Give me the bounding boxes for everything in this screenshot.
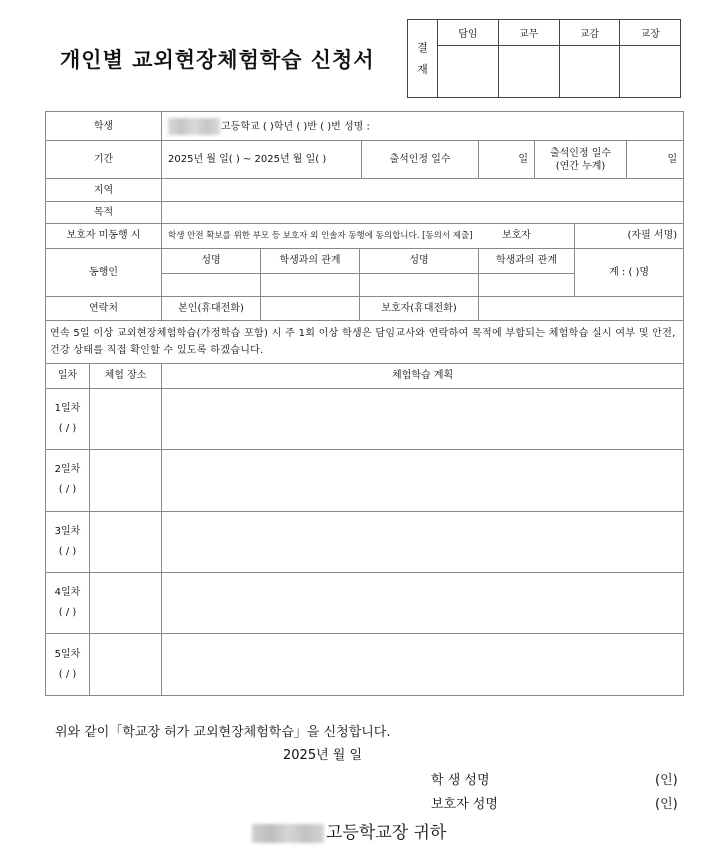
approval-role-vice-principal: 교감 — [559, 20, 620, 46]
guardian-absent-label: 보호자 미동행 시 — [46, 223, 162, 248]
companion-total[interactable]: 계 : ( )명 — [575, 248, 684, 296]
day-place-field[interactable] — [90, 573, 162, 634]
attendance-days-label: 출석인정 일수 — [362, 141, 479, 179]
guardian-consent-statement: 학생 안전 확보를 위한 부모 등 보호자 외 인솔자 동행에 동의합니다. [동의서 제출] — [168, 230, 473, 241]
annual-attendance-label-1: 출석인정 일수 — [549, 147, 612, 159]
day-plan-field[interactable] — [162, 388, 684, 449]
day-cell — [46, 634, 90, 696]
day-plan-field[interactable] — [162, 450, 684, 511]
school-name-redacted — [168, 118, 220, 135]
day-date[interactable]: ( / ) — [58, 484, 77, 496]
region-label: 지역 — [46, 179, 162, 201]
annual-attendance-label-2: (연간 누계) — [555, 160, 606, 172]
approval-sign-principal[interactable] — [620, 46, 681, 98]
guardian-signature-label: 보호자 성명 — [431, 797, 498, 812]
plan-header-plan: 체험학습 계획 — [162, 363, 684, 388]
approval-side-label-1: 결 — [417, 40, 428, 54]
approval-role-homeroom: 담임 — [438, 20, 499, 46]
application-date[interactable]: 2025년 월 일 — [283, 748, 363, 763]
contact-label: 연락처 — [46, 297, 162, 321]
approval-role-principal: 교장 — [620, 20, 681, 46]
day-place-field[interactable] — [90, 634, 162, 696]
companion-header-relation-1: 학생과의 관계 — [261, 248, 360, 273]
day-place-field[interactable] — [90, 511, 162, 572]
plan-header-day: 일차 — [46, 363, 90, 388]
declaration-text: 위와 같이「학교장 허가 교외현장체험학습」을 신청합니다. — [55, 725, 391, 740]
day-label: 2일차 — [54, 464, 81, 476]
plan-header-place: 체험 장소 — [90, 363, 162, 388]
contact-guardian-field[interactable] — [479, 297, 684, 321]
attendance-days-field[interactable]: 일 — [479, 141, 535, 179]
day-plan-field[interactable] — [162, 634, 684, 696]
day-plan-field[interactable] — [162, 573, 684, 634]
approval-sign-homeroom[interactable] — [438, 46, 499, 98]
contact-self-label: 본인(휴대전화) — [162, 297, 261, 321]
companion-name-2-field[interactable] — [360, 274, 479, 297]
contact-guardian-label: 보호자(휴대전화) — [360, 297, 479, 321]
period-field[interactable]: 2025년 월 일( ) ~ 2025년 월 일( ) — [162, 141, 362, 179]
addressee — [252, 818, 446, 843]
companion-header-name-1: 성명 — [162, 248, 261, 273]
approval-sign-vice-principal[interactable] — [559, 46, 620, 98]
companion-label: 동행인 — [46, 248, 162, 296]
guardian-consent-text — [162, 223, 575, 248]
approval-sign-academic[interactable] — [498, 46, 559, 98]
day-label: 5일차 — [54, 648, 81, 660]
approval-side-label-2: 재 — [417, 62, 428, 76]
day-date[interactable]: ( / ) — [58, 545, 77, 557]
companion-relation-2-field[interactable] — [479, 274, 575, 297]
student-signature-label: 학 생 성명 — [431, 773, 490, 788]
day-cell — [46, 511, 90, 572]
day-date[interactable]: ( / ) — [58, 668, 77, 680]
day-date[interactable]: ( / ) — [58, 607, 77, 619]
purpose-label: 목적 — [46, 201, 162, 223]
guardian-seal[interactable]: (인) — [655, 797, 678, 812]
student-seal[interactable]: (인) — [655, 773, 678, 788]
guardian-word: 보호자 — [501, 229, 531, 241]
day-label: 3일차 — [54, 525, 81, 537]
student-label: 학생 — [46, 112, 162, 141]
annual-attendance-field[interactable]: 일 — [627, 141, 684, 179]
day-label: 4일차 — [54, 587, 81, 599]
contact-self-field[interactable] — [261, 297, 360, 321]
day-place-field[interactable] — [90, 388, 162, 449]
period-label: 기간 — [46, 141, 162, 179]
form-title: 개인별 교외현장체험학습 신청서 — [60, 48, 375, 72]
student-field[interactable] — [162, 112, 684, 141]
day-label: 1일차 — [54, 403, 81, 415]
student-field-text: 고등학교 ( )학년 ( )반 ( )번 성명 : — [221, 121, 370, 133]
guardian-signature-field[interactable]: (자필 서명) — [575, 223, 684, 248]
approval-side-label — [408, 20, 438, 98]
companion-relation-1-field[interactable] — [261, 274, 360, 297]
addressee-text: 고등학교장 귀하 — [326, 823, 447, 843]
day-date[interactable]: ( / ) — [58, 423, 77, 435]
school-name-redacted — [252, 824, 324, 843]
companion-name-1-field[interactable] — [162, 274, 261, 297]
day-plan-field[interactable] — [162, 511, 684, 572]
companion-header-name-2: 성명 — [360, 248, 479, 273]
annual-attendance-label — [535, 141, 627, 179]
day-place-field[interactable] — [90, 450, 162, 511]
day-cell — [46, 450, 90, 511]
companion-header-relation-2: 학생과의 관계 — [479, 248, 575, 273]
notice-text: 연속 5일 이상 교외현장체험학습(가정학습 포함) 시 주 1회 이상 학생은 담임교사와 연락하여 목적에 부합되는 체험학습 실시 여부 및 안전, 건강 상태를 직접 확인할 수 있도록 하겠습니다. — [46, 321, 684, 363]
region-field[interactable] — [162, 179, 684, 201]
application-form — [45, 111, 684, 696]
approval-box — [407, 19, 681, 98]
day-cell — [46, 388, 90, 449]
approval-role-academic: 교무 — [498, 20, 559, 46]
day-cell — [46, 573, 90, 634]
purpose-field[interactable] — [162, 201, 684, 223]
